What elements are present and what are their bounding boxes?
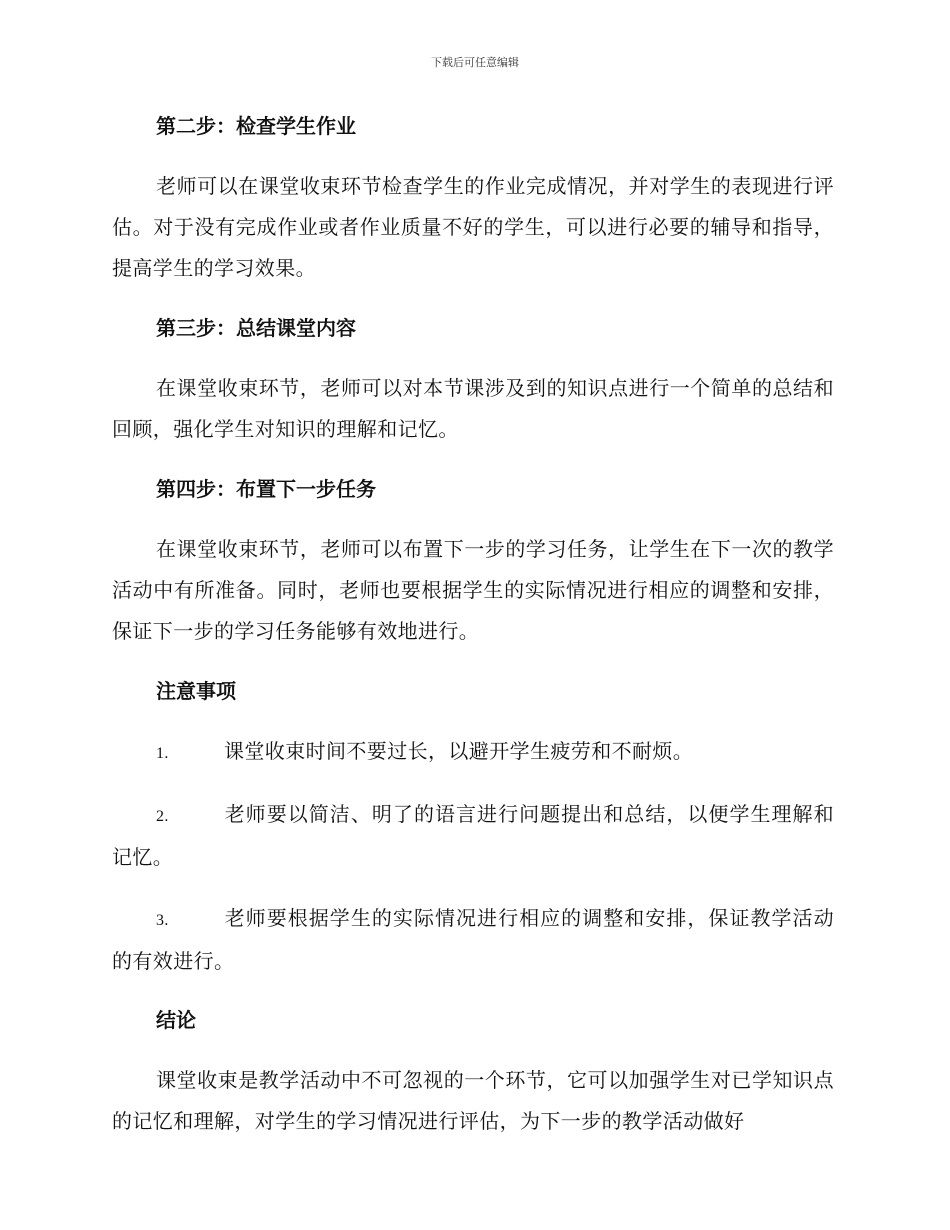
notes-heading: 注意事项 <box>156 679 236 703</box>
step4-heading: 第四步：布置下一步任务 <box>156 477 376 501</box>
document-body <box>112 108 834 1163</box>
list-number: 3. <box>156 912 169 929</box>
list-number: 1. <box>156 745 169 762</box>
list-text: 课堂收束时间不要过长，以避开学生疲劳和不耐烦。 <box>224 739 694 763</box>
step2-paragraph: 老师可以在课堂收束环节检查学生的作业完成情况，并对学生的表现进行评估。对于没有完成作业或者作业质量不好的学生，可以进行必要的辅导和指导，提高学生的学习效果。 <box>112 174 834 280</box>
step4-paragraph: 在课堂收束环节，老师可以布置下一步的学习任务，让学生在下一次的教学活动中有所准备。同时，老师也要根据学生的实际情况进行相应的调整和安排，保证下一步的学习任务能够有效地进行。 <box>112 537 834 643</box>
conclusion-heading: 结论 <box>156 1008 196 1032</box>
notes-list-item <box>112 794 834 878</box>
step3-paragraph: 在课堂收束环节，老师可以对本节课涉及到的知识点进行一个简单的总结和回顾，强化学生对知识的理解和记忆。 <box>112 376 834 441</box>
step2-heading: 第二步：检查学生作业 <box>156 114 356 138</box>
notes-list-item <box>112 731 834 774</box>
conclusion-paragraph: 课堂收束是教学活动中不可忽视的一个环节，它可以加强学生对已学知识点的记忆和理解，对学生的学习情况进行评估，为下一步的教学活动做好 <box>112 1068 834 1133</box>
list-text: 老师要以简洁、明了的语言进行问题提出和总结，以便学生理解和记忆。 <box>112 802 834 869</box>
list-number: 2. <box>156 808 169 825</box>
notes-list-item <box>112 898 834 982</box>
page-header: 下载后可任意编辑 <box>431 56 519 69</box>
list-text: 老师要根据学生的实际情况进行相应的调整和安排，保证教学活动的有效进行。 <box>112 906 834 973</box>
step3-heading: 第三步：总结课堂内容 <box>156 316 356 340</box>
